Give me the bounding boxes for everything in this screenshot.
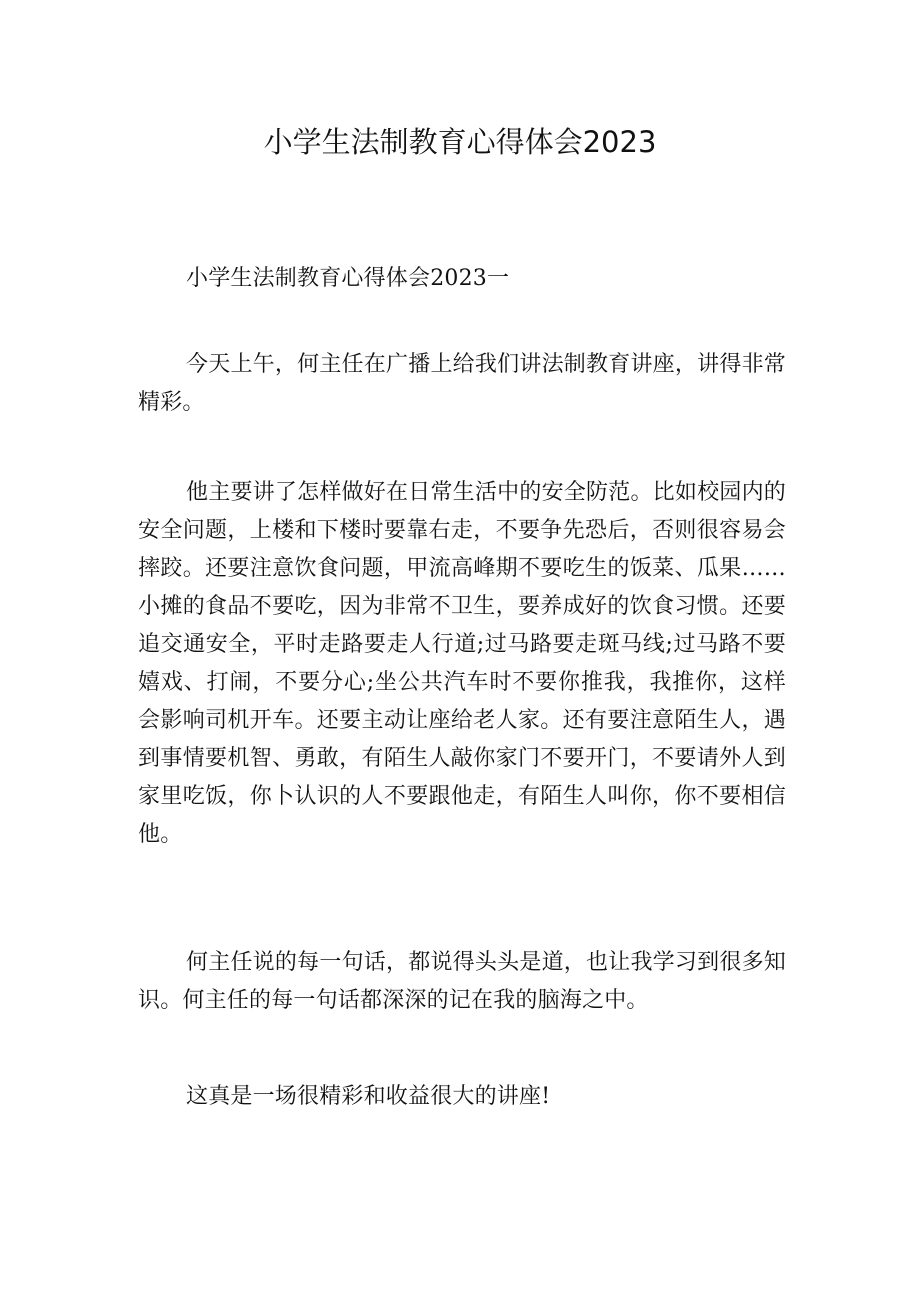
paragraph: 他主要讲了怎样做好在日常生活中的安全防范。比如校园内的安全问题，上楼和下楼时要靠右走，不要争先恐后，否则很容易会摔跤。还要注意饮食问题，甲流高峰期不要吃生的饭菜、瓜果……小摊的食品不要吃，因为非常不卫生，要养成好的饮食习惯。还要追交通安全，平时走路要走人行道;过马路要走斑马线;过马路不要嬉戏、打闹，不要分心;坐公共汽车时不要你推我，我推你，这样会影响司机开车。还要主动让座给老人家。还有要注意陌生人，遇到事情要机智、勇敢，有陌生人敲你家门不要开门，不要请外人到家里吃饭，你卜认识的人不要跟他走，有陌生人叫你，你不要相信他。 bbox=[138, 480, 786, 847]
document-title: 小学生法制教育心得体会2023 bbox=[263, 125, 657, 159]
paragraph: 何主任说的每一句话，都说得头头是道，也让我学习到很多知识。何主任的每一句话都深深的记在我的脑海之中。 bbox=[138, 950, 786, 1013]
paragraph: 今天上午，何主任在广播上给我们讲法制教育讲座，讲得非常精彩。 bbox=[138, 352, 786, 415]
paragraph: 这真是一场很精彩和收益很大的讲座! bbox=[186, 1084, 551, 1109]
section-heading: 小学生法制教育心得体会2023一 bbox=[186, 266, 510, 291]
